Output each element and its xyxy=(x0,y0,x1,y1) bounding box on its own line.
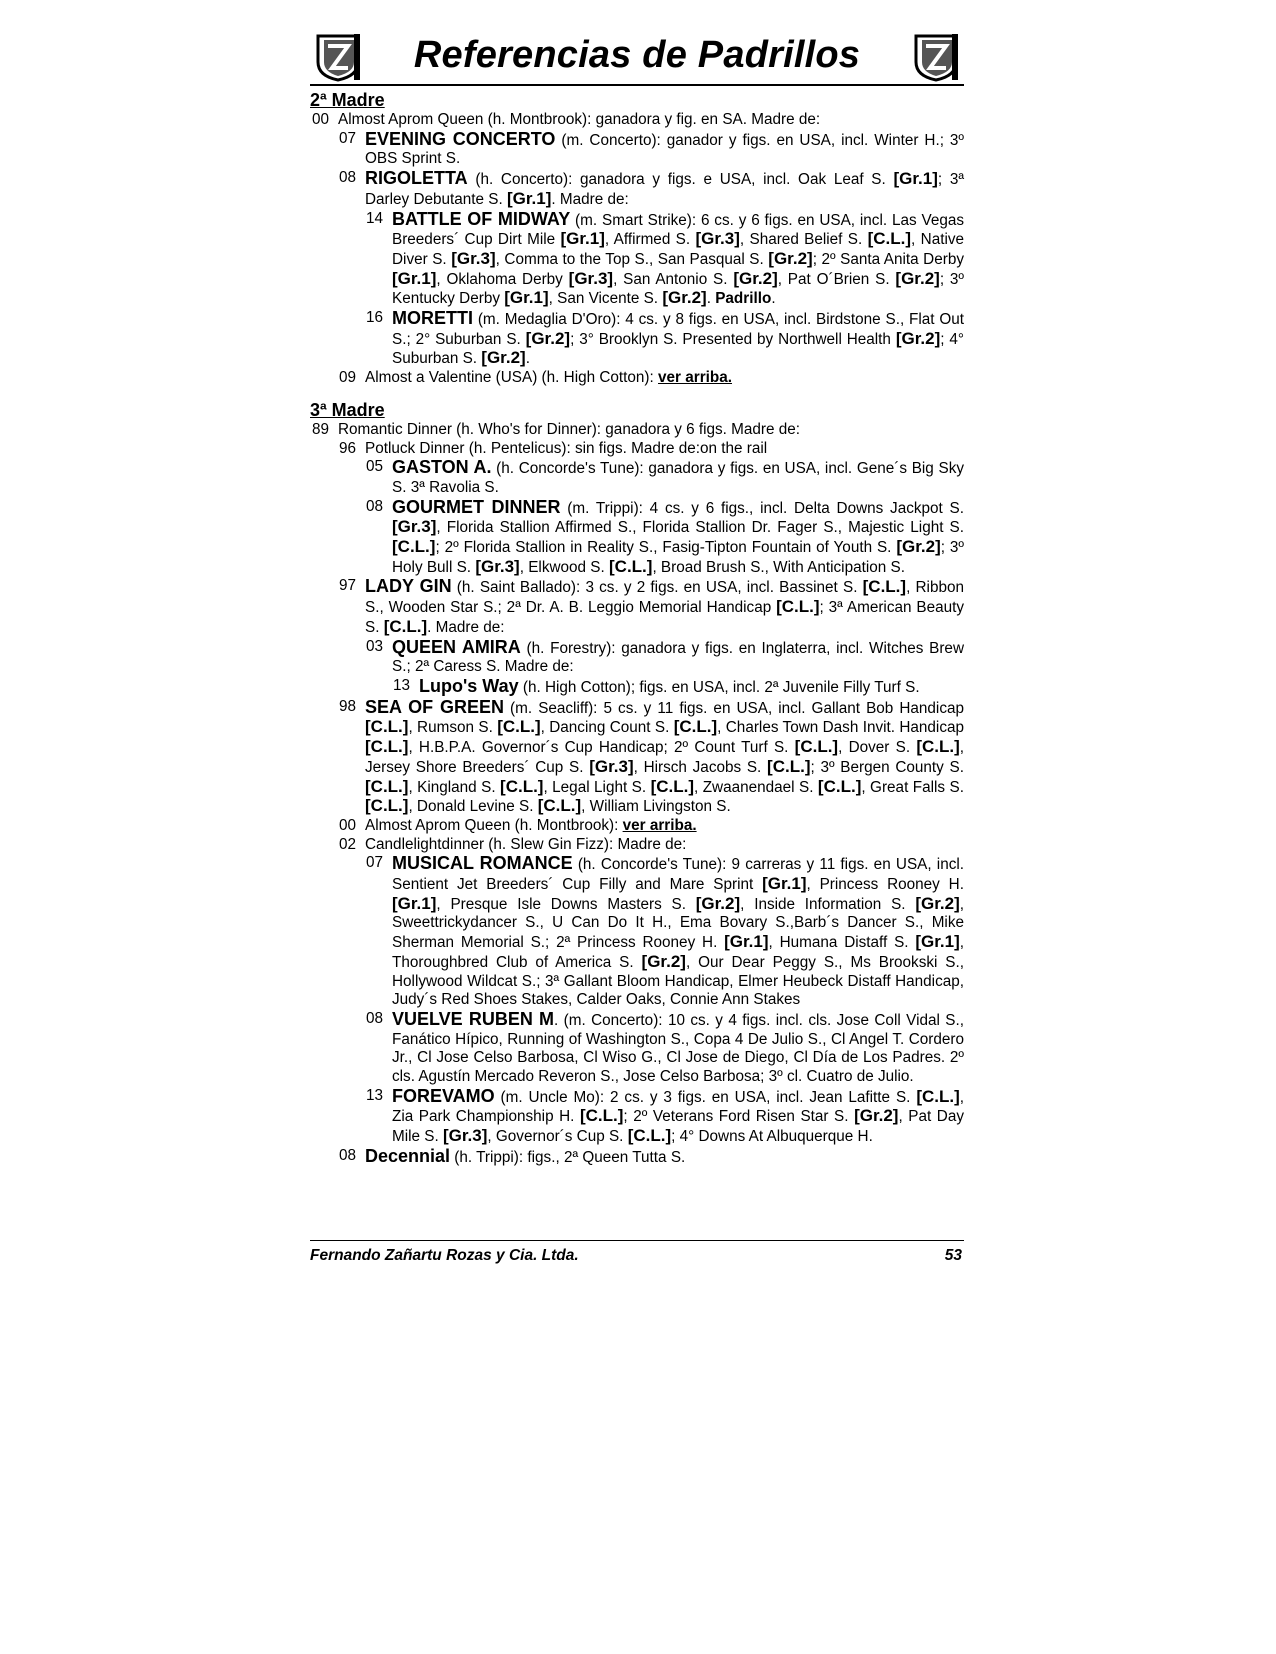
entry-text: , Thoroughbred Club of America S. xyxy=(392,934,964,971)
entry-text: , Presque Isle Downs Masters S. xyxy=(436,895,696,913)
pedigree-entry xyxy=(393,675,964,698)
entry-text: Potluck Dinner (h. Pentelicus): sin figs. Madre de:on the rail xyxy=(365,439,768,457)
birth-year: 89 xyxy=(312,420,330,438)
entry-text: , Princess Rooney H. xyxy=(806,876,964,894)
race-grade: [Gr.2] xyxy=(768,248,813,268)
entry-text: , Kingland S. xyxy=(408,778,501,796)
entry-text: ; 3° Brooklyn S. Presented by Northwell Health xyxy=(570,330,896,348)
entry-text: , Charles Town Dash Invit. Handicap xyxy=(717,719,964,737)
pedigree-entry xyxy=(339,128,964,169)
race-grade: [Gr.2] xyxy=(895,328,941,348)
entry-text: ; 3º Bergen County S. xyxy=(810,758,964,776)
race-grade: [C.L.] xyxy=(497,717,541,737)
race-grade: [C.L.] xyxy=(500,776,544,796)
birth-year: 03 xyxy=(366,637,384,655)
race-grade: [Gr.3] xyxy=(475,556,520,576)
entry-text: . Madre de: xyxy=(427,618,505,636)
birth-year: 13 xyxy=(366,1086,384,1104)
pedigree-entry xyxy=(366,308,964,369)
entry-text: . xyxy=(771,290,776,308)
entry-text: (m. Medaglia D'Oro): 4 cs. y 8 figs. en USA, incl. Birdstone S., Flat Out S.; 2° Suburban S. xyxy=(392,311,964,348)
race-grade: [C.L.] xyxy=(916,1086,960,1106)
horse-name: BATTLE OF MIDWAY xyxy=(392,208,571,229)
entry-text: , H.B.P.A. Governor´s Cup Handicap; 2º Count Turf S. xyxy=(408,739,795,757)
entry-text: ; 4° Suburban S. xyxy=(392,330,964,368)
see-above-note: ver arriba. xyxy=(658,369,733,387)
entry-text: Candlelightdinner (h. Slew Gin Fizz): Madre de: xyxy=(365,835,687,853)
race-grade: [Gr.2] xyxy=(915,893,960,913)
pedigree-entry xyxy=(366,636,964,677)
horse-name: EVENING CONCERTO xyxy=(365,128,556,149)
race-grade: [C.L.] xyxy=(650,776,695,796)
race-grade: [Gr.3] xyxy=(443,1126,488,1146)
entry-text: , Humana Distaff S. xyxy=(768,934,916,952)
birth-year: 09 xyxy=(339,369,357,387)
section-heading: 2ª Madre xyxy=(310,90,385,110)
race-grade: [Gr.2] xyxy=(895,268,940,288)
footer-company: Fernando Zañartu Rozas y Cia. Ltda. xyxy=(310,1247,579,1264)
entry-text: ; 2º Veterans Ford Risen Star S. xyxy=(623,1108,855,1126)
pedigree-entry xyxy=(339,696,964,817)
race-grade: [Gr.3] xyxy=(589,756,634,776)
entry-text: , San Vicente S. xyxy=(548,290,663,308)
birth-year: 13 xyxy=(393,676,411,694)
race-grade: [C.L.] xyxy=(579,1106,624,1126)
entry-text: , Our Dear Peggy S., Ms Brookski S., Hollywood Wildcat S.; 3ª Gallant Bloom Handicap, Elmer Heubeck Distaff Handicap, Judy´s Red Shoes Stakes, Calder Oaks, Connie Ann Stakes xyxy=(392,953,965,1009)
pedigree-entry xyxy=(366,853,965,1010)
race-grade: [C.L.] xyxy=(365,776,409,796)
birth-year: 00 xyxy=(312,111,330,128)
race-grade: [Gr.1] xyxy=(392,268,437,288)
entry-text: (h. High Cotton); figs. en USA, incl. 2ª Juvenile Filly Turf S. xyxy=(518,678,920,696)
race-grade: [Gr.2] xyxy=(733,268,778,288)
entry-text: (m. Seacliff): 5 cs. y 11 figs. en USA, incl. Gallant Bob Handicap xyxy=(503,699,964,717)
race-grade: [Gr.2] xyxy=(662,288,707,308)
entry-text: , Inside Information S. xyxy=(740,895,916,913)
horse-name: MUSICAL ROMANCE xyxy=(392,853,573,874)
see-above-note: ver arriba. xyxy=(622,816,697,834)
page-footer xyxy=(310,1240,964,1265)
race-grade: [C.L.] xyxy=(537,796,582,816)
pedigree-entry xyxy=(366,1008,964,1087)
entry-text: , Zwaanendael S. xyxy=(694,778,818,796)
zr-shield-logo-icon xyxy=(912,32,960,82)
race-grade: [Gr.1] xyxy=(724,932,769,952)
entry-text: , Zia Park Championship H. xyxy=(392,1088,964,1126)
birth-year: 02 xyxy=(339,835,357,853)
race-grade: [C.L.] xyxy=(383,616,428,636)
race-grade: [Gr.3] xyxy=(451,248,496,268)
entry-text: (h. Saint Ballado): 3 cs. y 2 figs. en USA, incl. Bassinet S. xyxy=(451,579,863,597)
pedigree-entry xyxy=(339,816,964,836)
birth-year: 08 xyxy=(366,1009,384,1027)
entry-text: ; 2º Florida Stallion in Reality S., Fasig-Tipton Fountain of Youth S. xyxy=(435,539,897,557)
race-grade: [C.L.] xyxy=(817,776,862,796)
race-grade: [C.L.] xyxy=(609,556,653,576)
pedigree-entry xyxy=(339,439,964,459)
entry-text: , Comma to the Top S., San Pasqual S. xyxy=(495,250,769,268)
entry-text: . xyxy=(706,290,716,308)
entry-text: , Jersey Shore Breeders´ Cup S. xyxy=(365,739,964,776)
entry-text: , Elkwood S. xyxy=(519,558,609,576)
entry-text: (h. Concerto): ganadora y figs. e USA, incl. Oak Leaf S. xyxy=(467,171,894,189)
horse-name: LADY GIN xyxy=(365,576,452,597)
pedigree-entry xyxy=(339,835,964,855)
entry-text: (m. Smart Strike): 6 cs. y 6 figs. en USA, incl. Las Vegas Breeders´ Cup Dirt Mile xyxy=(392,211,964,249)
entry-text: , Hirsch Jacobs S. xyxy=(633,758,768,776)
horse-name: SEA OF GREEN xyxy=(365,696,504,717)
entry-text: (h. Forestry): ganadora y figs. en Inglaterra, incl. Witches Brew S.; 2ª Caress S. Madre de: xyxy=(392,639,964,676)
entry-text: , Affirmed S. xyxy=(604,231,696,249)
entry-text: , Pat O´Brien S. xyxy=(777,270,896,288)
birth-year: 00 xyxy=(339,816,357,834)
pedigree-entry xyxy=(339,369,964,388)
race-grade: [C.L.] xyxy=(794,737,839,757)
horse-name: GASTON A. xyxy=(392,457,492,478)
entry-text: , Donald Levine S. xyxy=(408,798,538,816)
horse-name: Lupo's Way xyxy=(419,675,519,696)
horse-name: VUELVE RUBEN M xyxy=(392,1008,554,1029)
section-heading: 3ª Madre xyxy=(310,399,385,420)
entry-text: , Pat Day Mile S. xyxy=(392,1108,964,1146)
race-grade: [C.L.] xyxy=(916,737,960,757)
birth-year: 98 xyxy=(339,697,357,715)
race-grade: [Gr.2] xyxy=(641,951,686,971)
page-title: Referencias de Padrillos xyxy=(413,34,861,76)
entry-text: ; 3º Kentucky Derby xyxy=(392,270,964,308)
race-grade: [Gr.2] xyxy=(896,537,941,557)
entry-text: , Sweettrickydancer S., U Can Do It H., Ema Bovary S.,Barb´s Dancer S., Mike Sherman Memorial S.; 2ª Princess Rooney H. xyxy=(392,895,964,952)
entry-text: , Rumson S. xyxy=(408,719,498,737)
page-number: 53 xyxy=(944,1247,962,1264)
pedigree-entry xyxy=(312,420,964,440)
entry-text: , Ribbon S., Wooden Star S.; 2ª Dr. A. B. Leggio Memorial Handicap xyxy=(365,579,964,617)
race-grade: [Gr.1] xyxy=(504,288,549,308)
race-grade: [Gr.1] xyxy=(560,229,605,249)
page-header xyxy=(310,28,964,86)
section-gap xyxy=(310,388,964,396)
race-grade: [Gr.2] xyxy=(854,1106,899,1126)
pedigree-entry xyxy=(366,496,964,578)
pedigree-content xyxy=(310,90,964,1168)
race-grade: [Gr.2] xyxy=(481,348,526,368)
pedigree-entry xyxy=(339,576,964,637)
entry-text: . Madre de: xyxy=(551,190,629,208)
bold-note: Padrillo xyxy=(715,290,772,308)
entry-text: , Legal Light S. xyxy=(543,778,651,796)
birth-year: 08 xyxy=(339,1146,357,1164)
entry-text: (m. Concerto): ganador y figs. en USA, incl. Winter H.; 3º OBS Sprint S. xyxy=(365,131,964,168)
entry-text: Romantic Dinner (h. Who's for Dinner): ganadora y 6 figs. Madre de: xyxy=(338,420,801,438)
race-grade: [C.L.] xyxy=(673,717,718,737)
entry-text: . (m. Concerto): 10 cs. y 4 figs. incl. cls. Jose Coll Vidal S., Fanático Hípico, Running of Washington S., Copa 4 De Julio S., Cl Angel T. Cordero Jr., Cl Jose Celso Barbosa, Cl Wiso G., Cl Jose de Diego, Cl Día de Los Padres. 2º cls. Agustín Mercado Reveron S., Jose Celso Barbosa; 3º cl. Cuatro de Julio. xyxy=(392,1011,964,1086)
entry-text: , Florida Stallion Affirmed S., Florida Stallion Dr. Fager S., Majestic Light S. xyxy=(436,519,964,537)
race-grade: [Gr.2] xyxy=(525,328,571,348)
pedigree-entry xyxy=(366,457,965,497)
race-grade: [C.L.] xyxy=(392,537,436,557)
birth-year: 07 xyxy=(339,129,357,147)
birth-year: 07 xyxy=(366,854,384,872)
entry-text: , Native Diver S. xyxy=(392,231,965,268)
entry-text: ; 3ª Darley Debutante S. xyxy=(365,171,965,208)
entry-text: Almost Aprom Queen (h. Montbrook): xyxy=(365,816,623,834)
entry-text: (h. Concorde's Tune): 9 carreras y 11 figs. en USA, incl. Sentient Jet Breeders´ Cup Filly and Mare Sprint xyxy=(392,856,964,894)
entry-text: , Great Falls S. xyxy=(861,778,964,796)
document-page xyxy=(310,28,964,1168)
race-grade: [Gr.1] xyxy=(893,169,938,189)
race-grade: [Gr.1] xyxy=(392,893,437,913)
race-grade: [C.L.] xyxy=(627,1126,672,1146)
race-grade: [Gr.3] xyxy=(695,229,740,249)
birth-year: 08 xyxy=(339,169,357,187)
entry-text: ; 2º Santa Anita Derby xyxy=(812,250,964,268)
horse-name: MORETTI xyxy=(392,308,473,329)
horse-name: QUEEN AMIRA xyxy=(392,636,521,657)
pedigree-entry xyxy=(339,168,965,209)
race-grade: [C.L.] xyxy=(767,756,811,776)
entry-text: ; 3ª American Beauty S. xyxy=(365,599,964,636)
birth-year: 96 xyxy=(339,439,357,457)
entry-text: (h. Trippi): figs., 2ª Queen Tutta S. xyxy=(450,1148,686,1166)
entry-text: , Dover S. xyxy=(838,739,917,757)
entry-text: , Broad Brush S., With Anticipation S. xyxy=(652,558,905,576)
entry-text: (m. Trippi): 4 cs. y 6 figs., incl. Delta Downs Jackpot S. xyxy=(560,499,964,517)
race-grade: [C.L.] xyxy=(862,577,907,597)
entry-text: , William Livingston S. xyxy=(581,798,731,816)
entry-text: , San Antonio S. xyxy=(613,270,734,288)
birth-year: 97 xyxy=(339,577,357,595)
race-grade: [Gr.3] xyxy=(568,268,614,288)
entry-text: , Shared Belief S. xyxy=(739,231,868,249)
entry-text: ; 3º Holy Bull S. xyxy=(392,539,964,576)
birth-year: 16 xyxy=(366,309,384,327)
horse-name: Decennial xyxy=(365,1145,451,1166)
entry-text: Almost a Valentine (USA) (h. High Cotton): xyxy=(365,369,659,387)
entry-text: , Governor´s Cup S. xyxy=(487,1128,628,1146)
birth-year: 08 xyxy=(366,497,384,515)
race-grade: [C.L.] xyxy=(365,796,409,816)
race-grade: [Gr.1] xyxy=(915,932,960,952)
race-grade: [Gr.1] xyxy=(507,188,552,208)
race-grade: [C.L.] xyxy=(776,597,820,617)
entry-text: ; 4° Downs At Albuquerque H. xyxy=(671,1128,873,1146)
race-grade: [C.L.] xyxy=(365,737,409,757)
pedigree-entry xyxy=(366,1085,964,1147)
horse-name: GOURMET DINNER xyxy=(392,496,561,517)
horse-name: RIGOLETTA xyxy=(365,168,468,189)
entry-text: , Dancing Count S. xyxy=(540,719,674,737)
entry-text: (m. Uncle Mo): 2 cs. y 3 figs. en USA, incl. Jean Lafitte S. xyxy=(494,1088,917,1106)
race-grade: [Gr.3] xyxy=(392,517,437,537)
entry-text: Almost Aprom Queen (h. Montbrook): ganadora y fig. en SA. Madre de: xyxy=(338,111,821,128)
pedigree-entry xyxy=(366,208,965,310)
entry-text: . xyxy=(525,350,530,368)
race-grade: [C.L.] xyxy=(365,717,409,737)
race-grade: [C.L.] xyxy=(867,229,912,249)
race-grade: [Gr.1] xyxy=(762,874,807,894)
race-grade: [Gr.2] xyxy=(695,893,741,913)
birth-year: 05 xyxy=(366,458,384,476)
pedigree-entry xyxy=(312,111,964,130)
entry-text: , Oklahoma Derby xyxy=(436,270,569,288)
pedigree-entry xyxy=(339,1145,964,1168)
birth-year: 14 xyxy=(366,209,384,227)
horse-name: FOREVAMO xyxy=(392,1085,495,1106)
entry-text: (h. Concorde's Tune): ganadora y figs. en USA, incl. Gene´s Big Sky S. 3ª Ravolia S. xyxy=(392,460,965,496)
